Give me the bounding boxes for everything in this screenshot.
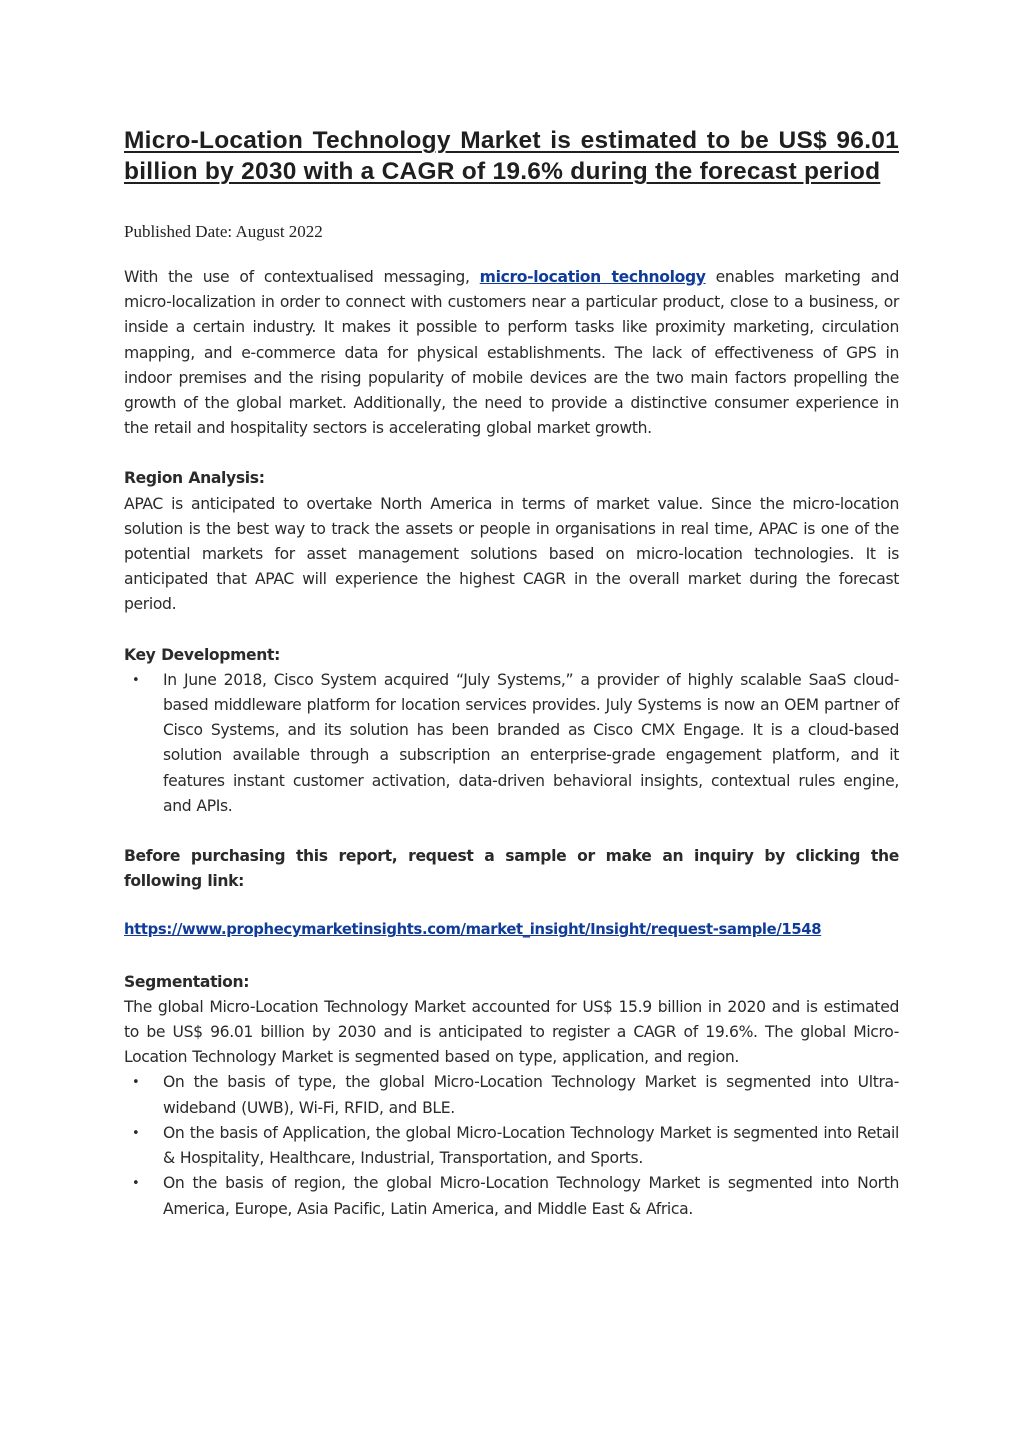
region-analysis-paragraph: APAC is anticipated to overtake North America in terms of market value. Since the micro-location solution is the best way to track the assets or people in organisations in real time, APAC is one of the potential markets for asset management solutions based on micro-location technologies. It is anticipated that APAC will experience the highest CAGR in the overall market during the forecast period.: [124, 494, 899, 614]
key-development-heading: Key Development:: [124, 645, 280, 664]
list-item: [124, 1070, 899, 1120]
list-item-text: On the basis of Application, the global Micro-Location Technology Market is segmented into Retail & Hospitality, Healthcare, Industrial, Transportation, and Sports.: [163, 1123, 899, 1168]
page-title: Micro-Location Technology Market is estimated to be US$ 96.01 billion by 2030 with a CAGR of 19.6% during the forecast period: [124, 127, 899, 185]
intro-paragraph: [124, 265, 899, 441]
region-analysis-heading: Region Analysis:: [124, 469, 265, 488]
key-development-list: [124, 668, 899, 819]
list-item-text: On the basis of region, the global Micro-Location Technology Market is segmented into North America, Europe, Asia Pacific, Latin America, and Middle East & Africa.: [163, 1174, 899, 1218]
segmentation-paragraph: The global Micro-Location Technology Market accounted for US$ 15.9 billion in 2020 and is estimated to be US$ 96.01 billion by 2030 and is anticipated to register a CAGR of 19.6%. The global Micro-Location Technology Market is segmented based on type, application, and region.: [124, 997, 899, 1067]
list-item: [124, 1121, 899, 1171]
sample-request-callout: Before purchasing this report, request a sample or make an inquiry by clicking the following link:: [124, 847, 899, 891]
list-item-text: On the basis of type, the global Micro-Location Technology Market is segmented into Ultra-wideband (UWB), Wi-Fi, RFID, and BLE.: [163, 1073, 899, 1117]
bullet-icon: •: [132, 1176, 140, 1192]
list-item: [124, 668, 899, 819]
list-item: [124, 1171, 899, 1221]
intro-text-after-link: enables marketing and micro-localization in order to connect with customers near a particular product, close to a business, or inside a certain industry. It makes it possible to perform tasks like proximity marketing, circulation mapping, and e-commerce data for physical establishments. The lack of effectiveness of GPS in indoor premises and the rising popularity of mobile devices are the two main factors propelling the growth of the global market. Additionally, the need to provide a distinctive consumer experience in the retail and hospitality sectors is accelerating global market growth.: [124, 268, 899, 438]
published-date: Published Date: August 2022: [124, 222, 323, 241]
bullet-icon: •: [132, 1075, 140, 1091]
micro-location-technology-link[interactable]: micro-location technology: [479, 268, 706, 286]
intro-text-before-link: With the use of contextualised messaging,: [124, 268, 480, 286]
request-sample-link[interactable]: https://www.prophecymarketinsights.com/market_insight/Insight/request-sample/1548: [124, 921, 822, 939]
bullet-icon: •: [132, 672, 140, 688]
segmentation-list: [124, 1070, 899, 1221]
bullet-icon: •: [132, 1125, 140, 1141]
segmentation-heading: Segmentation:: [124, 972, 250, 991]
sample-url-line: [124, 917, 899, 942]
list-item-text: In June 2018, Cisco System acquired “July Systems,” a provider of highly scalable SaaS cloud-based middleware platform for location services provides. July Systems is now an OEM partner of Cisco Systems, and its solution has been branded as Cisco CMX Engage. It is a cloud-based solution available through a subscription an enterprise-grade engagement platform, and it features instant customer activation, data-driven behavioral insights, contextual rules engine, and APIs.: [163, 670, 899, 815]
